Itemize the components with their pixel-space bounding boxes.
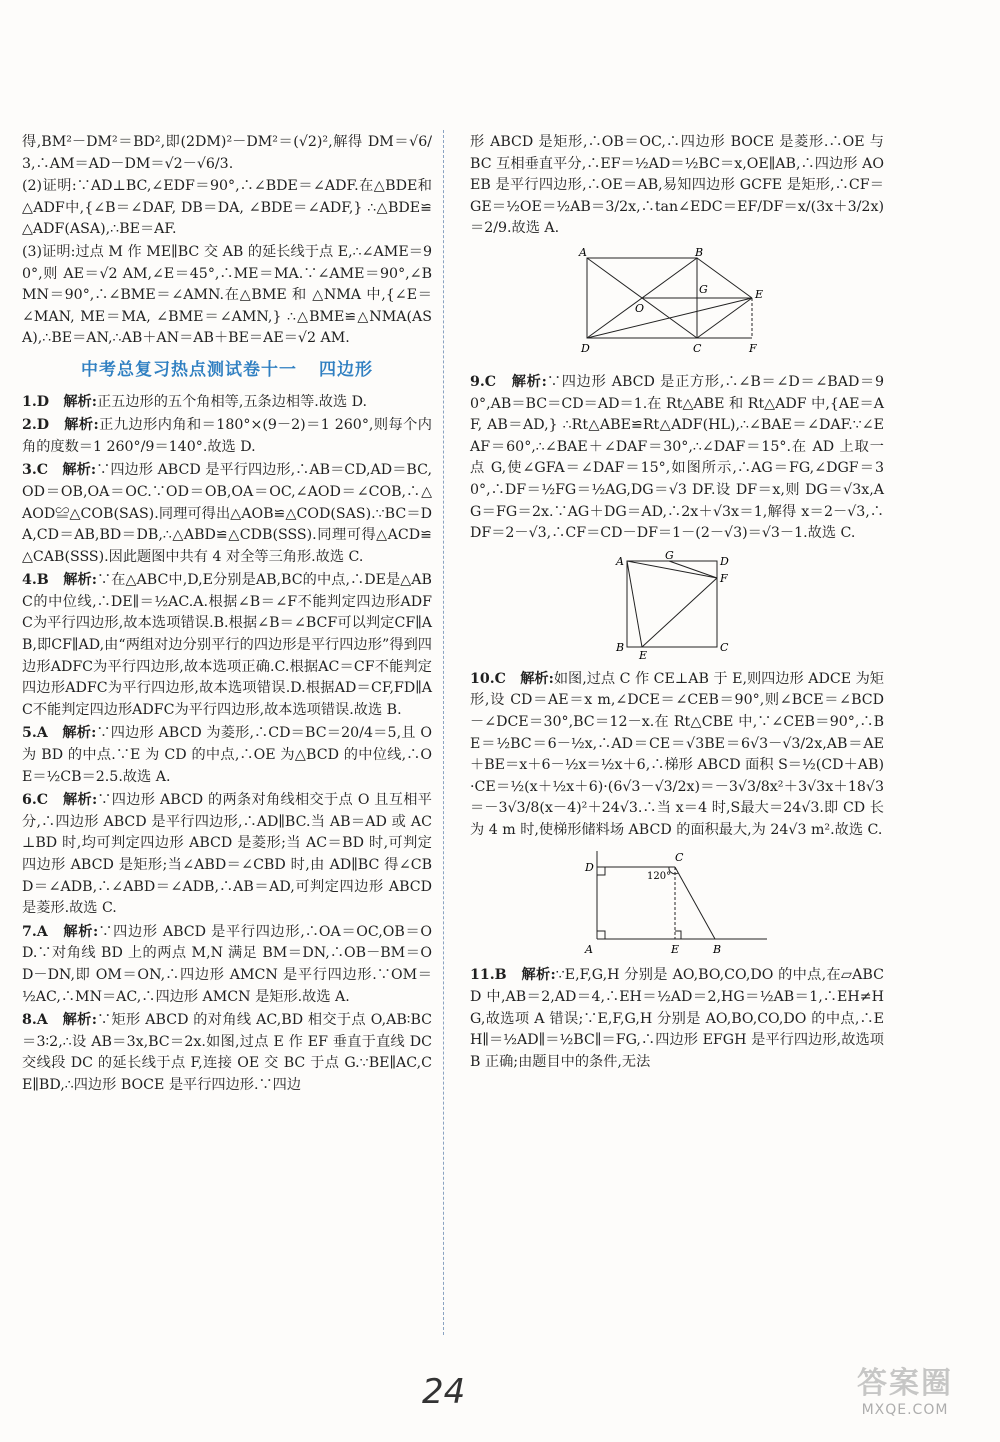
analysis-label: 解析: [521, 967, 556, 984]
question-11 [470, 965, 884, 1073]
label-B: B [616, 640, 625, 654]
question-number: 11.B [470, 967, 507, 984]
question-number: 4.B [22, 572, 49, 589]
question-1 [22, 392, 432, 414]
question-6 [22, 790, 432, 920]
question-3 [22, 460, 432, 568]
label-B: B [695, 245, 704, 259]
label-C: C [675, 851, 684, 865]
label-E: E [755, 287, 764, 301]
question-number: 10.C [470, 670, 506, 687]
question-8 [22, 1010, 432, 1096]
analysis-label: 解析: [62, 725, 97, 742]
question-text: ∵四边形 ABCD 是平行四边形,∴OA＝OC,OB＝OD.∵对角线 BD 上的两点 M,N 满足 BM＝DN,∴OB－BM＝OD－DN,即 OM＝ON,∴四边形 AMCN 是平行四边形.∵OM＝½AC,∴MN＝AC,∴四边形 AMCN 是矩形.故选 A. [22, 923, 432, 1005]
intro-paragraph-2: (2)证明:∵AD⊥BC,∠EDF＝90°,∴∠BDE＝∠ADF.在△BDE和△ADF中,{∠B＝∠DAF, DB＝DA, ∠BDE＝∠ADF,} ∴△BDE≌△ADF(ASA),∴BE＝AF. [22, 178, 432, 238]
label-C: C [693, 341, 702, 355]
figure-q10-trapezoid [577, 847, 777, 957]
section-title [22, 360, 432, 382]
question-7 [22, 922, 432, 1008]
question-text: ∵E,F,G,H 分别是 AO,BO,CO,DO 的中点,在▱ABCD 中,AB＝2,AD＝4,∴EH＝½AD＝2,HG＝½AB＝1,∴EH≠HG,故选项 A 错误;∵E,F,G,H 分别是 AO,BO,CO,DO 的中点,∴EH∥＝½AD∥＝½BC∥＝FG,∴四边形 EFGH 是平行四边形,故选项 B 正确;由题目中的条件,无法 [470, 967, 884, 1070]
left-column [22, 132, 432, 1099]
analysis-label: 解析: [63, 923, 99, 940]
question-number: 6.C [22, 792, 49, 809]
label-E: E [639, 648, 648, 661]
question-9 [470, 372, 884, 545]
label-A: A [585, 943, 593, 957]
question-text: ∵在△ABC中,D,E分别是AB,BC的中点,∴DE是△ABC的中位线,∴DE∥＝½AC.A.根据∠B＝∠F不能判定四边形ADFC为平行四边形,故本选项错误.B.根据∠B＝∠BCF可以判定CF∥AB,即CF∥AD,由“两组对边分别平行的四边形是平行四边形”得到四边形ADFC为平行四边形,故本选项正确.C.根据AC＝CF不能判定四边形ADFC为平行四边形,故本选项错误.D.根据AD＝CF,FD∥AC不能判定四边形ADFC为平行四边形,故本选项错误.故选 B. [22, 572, 432, 718]
question-text: ∵四边形 ABCD 是正方形,∴∠B＝∠D＝∠BAD＝90°,AB＝BC＝CD＝AD＝1.在 Rt△ABE 和 Rt△ADF 中,{AE＝AF, AB＝AD,} ∴Rt△ABE≌Rt△ADF(HL),∴∠BAE＝∠DAF.∵∠EAF＝60°,∴∠BAE＋∠DAF＝30°,∴∠DAF＝15°.在 AD 上取一点 G,使∠GFA＝∠DAF＝15°,如图所示,∴AG＝FG,∠DGF＝30°,∴DF＝½FG＝½AG,DG＝√3 DF.设 DF＝x,则 DG＝√3x,AG＝FG＝2x.∵AG＋DG＝AD,∴2x＋√3x＝1,解得 x＝2－√3,∴DF＝2－√3,∴CF＝CD－DF＝1－(2－√3)＝√3－1.故选 C. [470, 373, 884, 542]
intro-paragraph-3: (3)证明:过点 M 作 ME∥BC 交 AB 的延长线于点 E,∴∠AME＝90°,则 AE＝√2 AM,∠E＝45°,∴ME＝MA.∵∠AME＝90°,∠BMN＝90°,∴∠BME＝∠AMN.在△BME 和 △NMA 中,{∠E＝∠MAN, ME＝MA, ∠BME＝∠AMN,} ∴△BME≌△NMA(ASA),∴BE＝AN,∴AB＋AN＝AB＋BE＝AE＝√2 AM. [22, 243, 432, 347]
analysis-label: 解析: [64, 417, 99, 434]
label-O: O [635, 301, 645, 315]
question-number: 9.C [470, 373, 497, 390]
label-F: F [720, 571, 728, 585]
question-10 [470, 669, 884, 842]
label-A: A [579, 245, 587, 259]
intro-paragraph-1: 得,BM²－DM²＝BD²,即(2DM)²－DM²＝(√2)²,解得 DM＝√6/3,∴AM＝AD－DM＝√2－√6/3. [22, 134, 432, 172]
analysis-label: 解析: [63, 393, 97, 410]
label-G: G [699, 282, 708, 296]
right-column [470, 132, 884, 1075]
watermark-logo-text: 答案圈 [857, 1366, 953, 1401]
question-text: ∵四边形 ABCD 是平行四边形,∴AB＝CD,AD＝BC,OD＝OB,OA＝OC.∵OD＝OB,OA＝OC,∠AOD＝∠COB,∴△AOD≌△COB(SAS).同理可得出△AOB≌△COD(SAS).∵BC＝DA,CD＝AB,BD＝DB,∴△ABD≌△CDB(SSS).同理可得△ACD≌△CAB(SSS).因此题图中共有 4 对全等三角形.故选 C. [22, 462, 432, 565]
analysis-label: 解析: [62, 1012, 97, 1029]
page-number: 24 [422, 1372, 466, 1412]
analysis-label: 解析: [63, 572, 97, 589]
figure-q8-rectangle-rhombus [577, 246, 777, 364]
question-number: 8.A [22, 1012, 48, 1029]
question-text: 正五边形的五个角相等,五条边相等.故选 D. [96, 393, 368, 410]
label-E: E [671, 943, 680, 957]
analysis-label: 解析: [62, 792, 98, 809]
column-divider [443, 130, 444, 1335]
question-number: 7.A [22, 923, 48, 940]
analysis-label: 解析: [511, 373, 547, 390]
label-B: B [713, 943, 722, 957]
label-A: A [616, 554, 624, 568]
question-4 [22, 570, 432, 721]
question-number: 3.C [22, 462, 49, 479]
question-number: 1.D [22, 393, 50, 410]
label-D: D [585, 861, 594, 875]
question-number: 5.A [22, 725, 48, 742]
question-8-continued: 形 ABCD 是矩形,∴OB＝OC,∴四边形 BOCE 是菱形.∴OE 与 BC 互相垂直平分,∴EF＝½AD＝½BC＝x,OE∥AB,∴四边形 AOEB 是平行四边形,∴OE＝AB,易知四边形 GCFE 是矩形,∴CF＝GE＝½OE＝½AB＝3/2x,∴tan∠EDC＝EF/DF＝x/(3x＋3/2x)＝2/9.故选 A. [470, 134, 884, 237]
watermark [830, 1358, 980, 1428]
watermark-url: MXQE.COM [861, 1402, 949, 1418]
label-G: G [665, 550, 674, 562]
question-5 [22, 723, 432, 788]
question-text: 如图,过点 C 作 CE⊥AB 于 E,则四边形 ADCE 为矩形,设 CD＝AE＝x m,∠DCE＝∠CEB＝90°,则∠BCE＝∠BCD－∠DCE＝30°,BC＝12－x.在 Rt△CBE 中,∵∠CEB＝90°,∴BE＝½BC＝6－½x,∴AD＝CE＝√3BE＝6√3－√3/2x,AB＝AE＋BE＝x＋6－½x＝½x＋6,∴梯形 ABCD 面积 S＝½(CD＋AB)·CE＝½(x＋½x＋6)·(6√3－√3/2x)＝－3√3/8x²＋3√3x＋18√3＝－3√3/8(x－4)²＋24√3.∴当 x＝4 时,S最大＝24√3.即 CD 长为 4 m 时,使梯形储料场 ABCD 的面积最大,为 24√3 m².故选 C. [470, 670, 884, 838]
analysis-label: 解析: [62, 462, 97, 479]
label-D: D [581, 341, 590, 355]
label-C: C [720, 640, 729, 654]
section-title-main: 中考总复习热点测试卷十一 [81, 359, 297, 380]
angle-label: 120° [647, 871, 672, 883]
question-number: 2.D [22, 417, 50, 434]
question-text: ∵四边形 ABCD 的两条对角线相交于点 O 且互相平分,∴四边形 ABCD 是平行四边形,∴AD∥BC.当 AB＝AD 或 AC⊥BD 时,均可判定四边形 ABCD 是菱形;当 AC＝BD 时,可判定四边形 ABCD 是矩形;当∠ABD＝∠CBD 时,由 AD∥BC 得∠CBD＝∠ADB,∴∠ABD＝∠ADB,∴AB＝AD,可判定四边形 ABCD 是菱形.故选 C. [22, 792, 432, 917]
figure-q9-square [607, 551, 747, 661]
question-text: 正九边形内角和＝180°×(9－2)＝1 260°,则每个内角的度数＝1 260°/9＝140°.故选 D. [22, 417, 432, 455]
section-title-sub: 四边形 [319, 359, 373, 380]
question-text: ∵四边形 ABCD 为菱形,∴CD＝BC＝20/4＝5,且 O 为 BD 的中点.∵E 为 CD 的中点,∴OE 为△BCD 的中位线,∴OE＝½CB＝2.5.故选 A. [22, 725, 432, 785]
question-2 [22, 415, 432, 458]
label-F: F [749, 341, 757, 355]
question-text: ∵矩形 ABCD 的对角线 AC,BD 相交于点 O,AB∶BC＝3∶2,∴设 AB＝3x,BC＝2x.如图,过点 E 作 EF 垂直于直线 DC 交线段 DC 的延长线于点 F,连接 OE 交 BC 于点 G.∵BE∥AC,CE∥BD,∴四边形 BOCE 是平行四边形.∵四边 [22, 1012, 432, 1093]
analysis-label: 解析: [520, 670, 554, 687]
label-D: D [720, 554, 729, 568]
